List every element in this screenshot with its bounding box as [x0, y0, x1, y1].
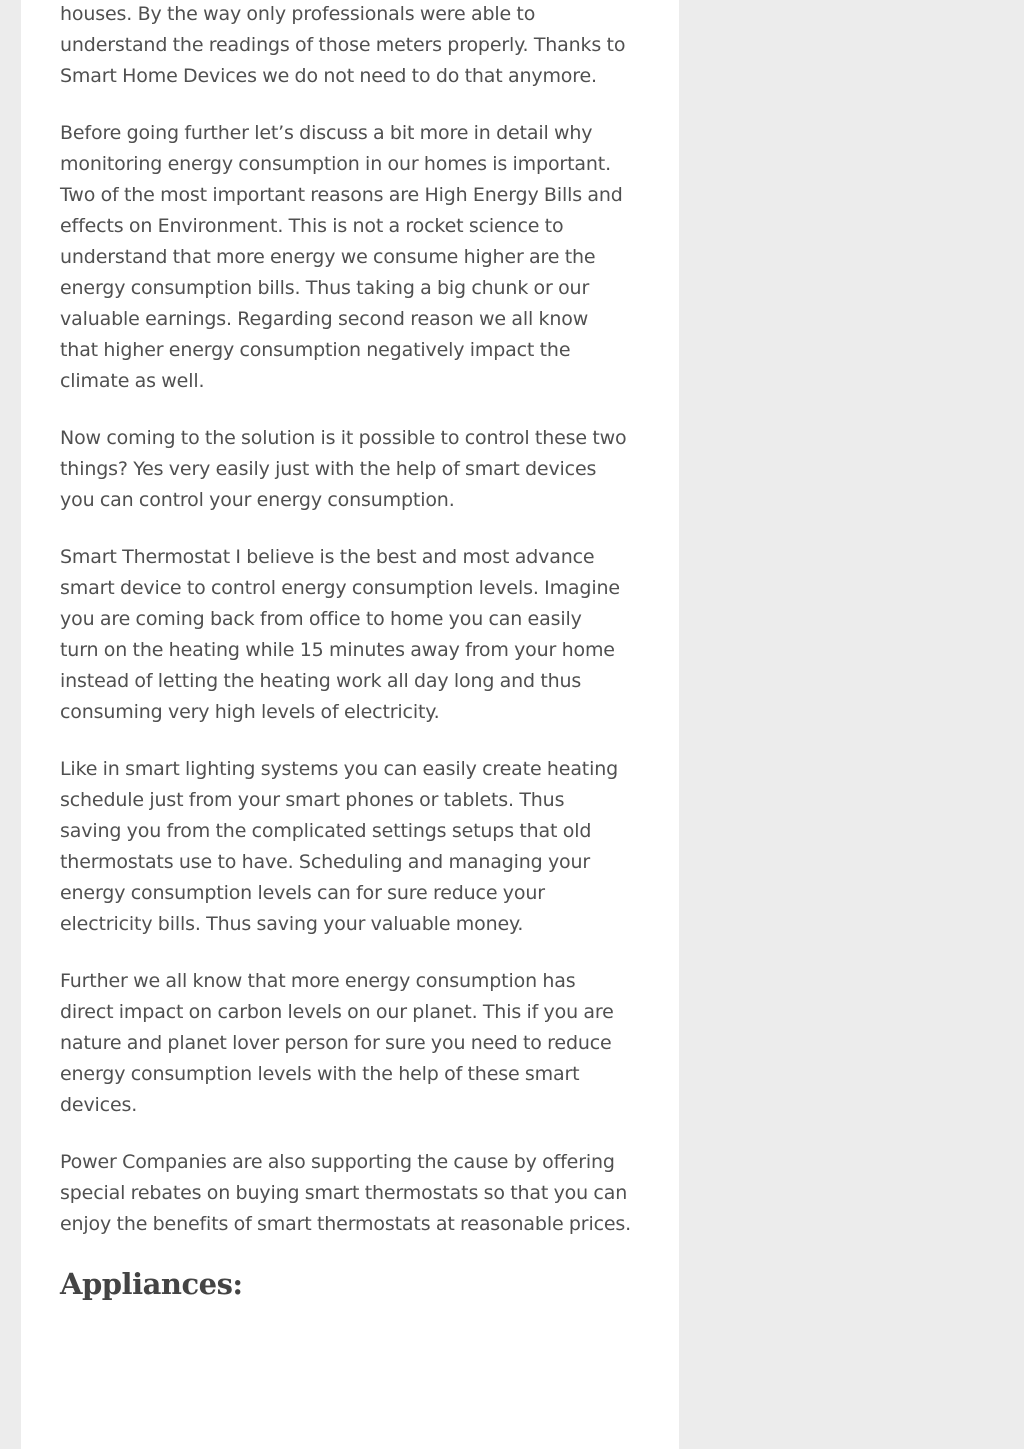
article-card — [21, 0, 679, 1449]
article-body — [60, 0, 650, 1266]
article-paragraph — [60, 1147, 650, 1240]
paragraph-line: enjoy the benefits of smart thermostats at reasonable prices. — [60, 1213, 632, 1235]
paragraph-line: saving you from the complicated settings setups that old — [60, 820, 592, 842]
article-paragraph — [60, 542, 650, 728]
paragraph-line: turn on the heating while 15 minutes away from your home — [60, 639, 615, 661]
article-paragraph — [60, 966, 650, 1121]
paragraph-line: energy consumption bills. Thus taking a big chunk or our — [60, 277, 590, 299]
paragraph-line: Now coming to the solution is it possible to control these two — [60, 427, 627, 449]
paragraph-line: effects on Environment. This is not a rocket science to — [60, 215, 564, 237]
paragraph-line: understand the readings of those meters properly. Thanks to — [60, 34, 626, 56]
paragraph-line: Smart Home Devices we do not need to do that anymore. — [60, 65, 597, 87]
paragraph-line: energy consumption levels can for sure reduce your — [60, 882, 545, 904]
paragraph-line: things? Yes very easily just with the help of smart devices — [60, 458, 597, 480]
paragraph-line: Smart Thermostat I believe is the best and most advance — [60, 546, 595, 568]
paragraph-line: nature and planet lover person for sure you need to reduce — [60, 1032, 612, 1054]
paragraph-line: monitoring energy consumption in our homes is important. — [60, 153, 611, 175]
paragraph-line: Before going further let’s discuss a bit more in detail why — [60, 122, 593, 144]
paragraph-line: valuable earnings. Regarding second reason we all know — [60, 308, 589, 330]
paragraph-line: houses. By the way only professionals were able to — [60, 3, 536, 25]
paragraph-line: direct impact on carbon levels on our planet. This if you are — [60, 1001, 614, 1023]
paragraph-line: electricity bills. Thus saving your valuable money. — [60, 913, 524, 935]
paragraph-line: instead of letting the heating work all day long and thus — [60, 670, 582, 692]
paragraph-line: devices. — [60, 1094, 138, 1116]
article-paragraph — [60, 423, 650, 516]
paragraph-line: schedule just from your smart phones or tablets. Thus — [60, 789, 565, 811]
paragraph-line: you can control your energy consumption. — [60, 489, 455, 511]
paragraph-line: you are coming back from office to home you can easily — [60, 608, 582, 630]
paragraph-line: consuming very high levels of electricity. — [60, 701, 440, 723]
article-paragraph — [60, 0, 650, 92]
paragraph-line: smart device to control energy consumption levels. Imagine — [60, 577, 620, 599]
paragraph-line: Further we all know that more energy consumption has — [60, 970, 576, 992]
section-heading-appliances: Appliances: — [60, 1267, 243, 1301]
paragraph-line: climate as well. — [60, 370, 205, 392]
article-paragraph — [60, 754, 650, 940]
paragraph-line: understand that more energy we consume higher are the — [60, 246, 596, 268]
paragraph-line: that higher energy consumption negatively impact the — [60, 339, 571, 361]
sidebar — [679, 0, 1024, 1449]
article-paragraph — [60, 118, 650, 397]
paragraph-line: Two of the most important reasons are High Energy Bills and — [60, 184, 623, 206]
paragraph-line: special rebates on buying smart thermostats so that you can — [60, 1182, 628, 1204]
paragraph-line: thermostats use to have. Scheduling and managing your — [60, 851, 591, 873]
paragraph-line: Power Companies are also supporting the cause by offering — [60, 1151, 615, 1173]
paragraph-line: Like in smart lighting systems you can easily create heating — [60, 758, 619, 780]
paragraph-line: energy consumption levels with the help of these smart — [60, 1063, 580, 1085]
